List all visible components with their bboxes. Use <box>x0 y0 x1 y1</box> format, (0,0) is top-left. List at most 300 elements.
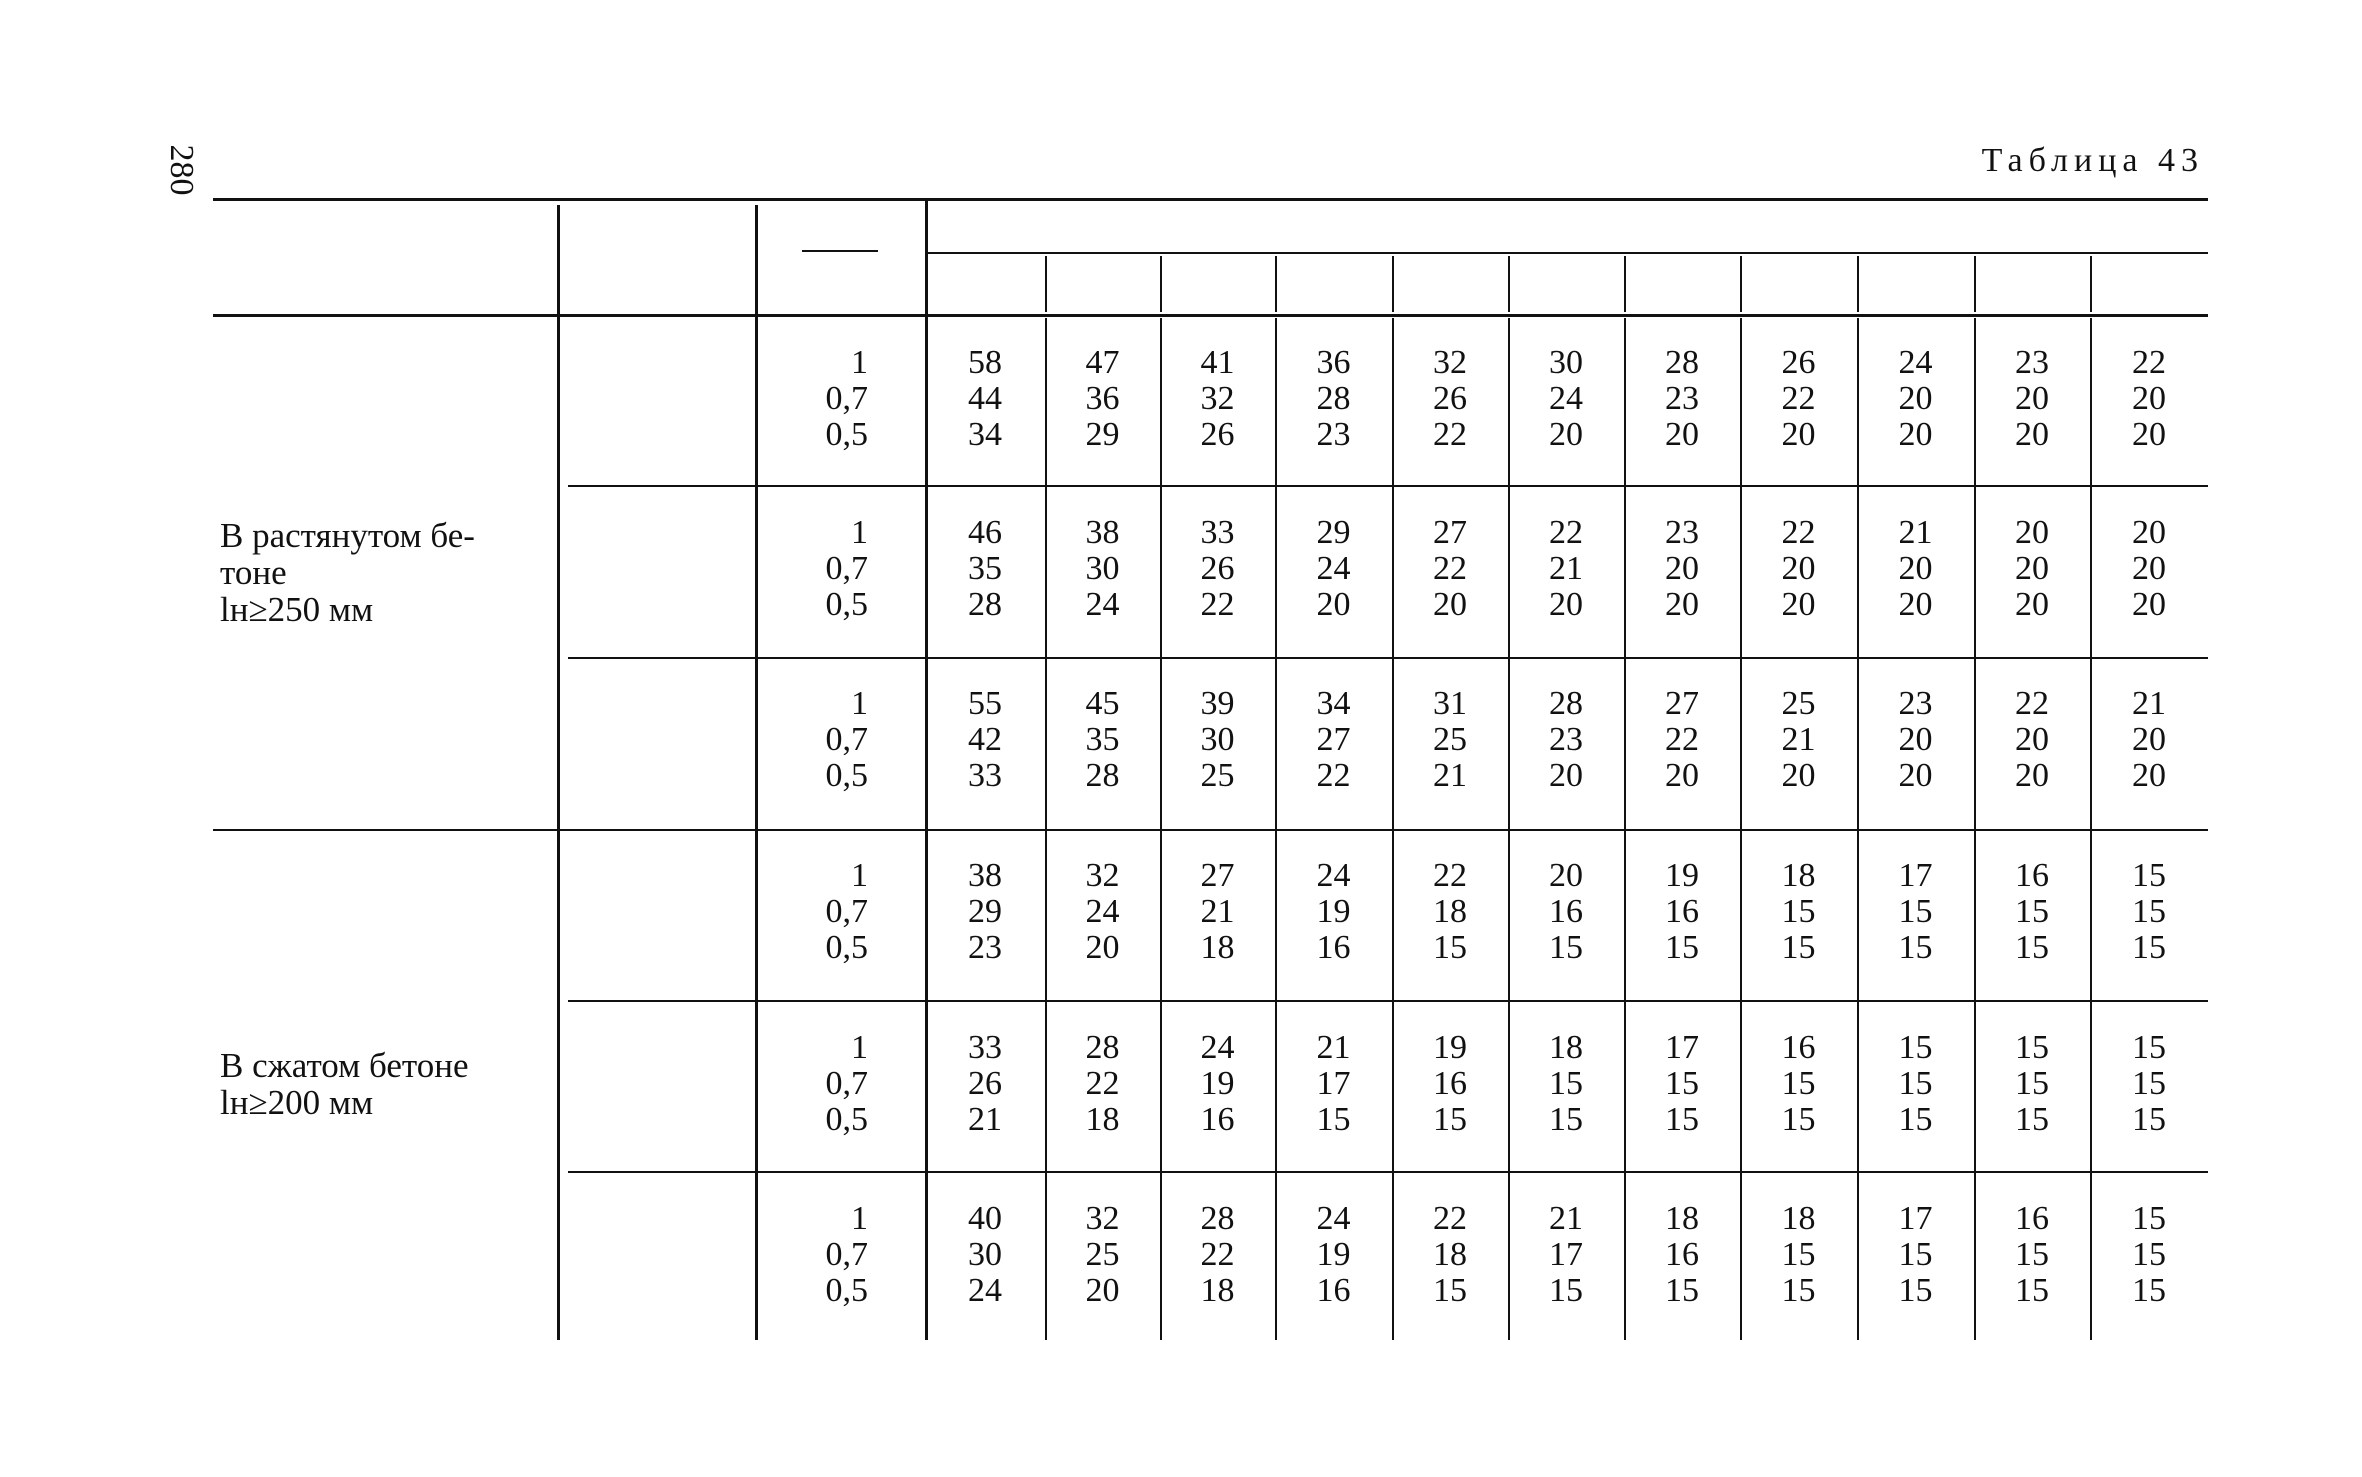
value: 58 <box>968 344 1002 381</box>
value: 36 <box>1085 380 1120 417</box>
value-cell <box>1974 1201 2090 1309</box>
value: 15 <box>1898 1272 1933 1309</box>
value-cell <box>1857 345 1974 453</box>
value: 20 <box>1898 550 1933 587</box>
value-cell <box>1275 686 1392 794</box>
value: 20 <box>1549 416 1583 453</box>
value: 34 <box>968 416 1002 453</box>
condition-cell <box>220 517 545 628</box>
value-cell <box>1740 858 1857 966</box>
value: 15 <box>2015 1065 2049 1102</box>
value: 20 <box>2015 586 2049 623</box>
value: 41 <box>1200 344 1235 381</box>
value-cell <box>1624 1030 1740 1138</box>
value: 20 <box>2015 416 2049 453</box>
value: 35 <box>968 550 1002 587</box>
value: 18 <box>1200 929 1235 966</box>
table-caption: Таблица 43 <box>1981 142 2204 179</box>
value: 15 <box>2132 857 2166 894</box>
value: 19 <box>1316 1236 1351 1273</box>
value: 20 <box>1665 416 1699 453</box>
value: 15 <box>1433 1272 1467 1309</box>
value-cell <box>1857 1201 1974 1309</box>
value: 20 <box>1549 857 1583 894</box>
value: 21 <box>1781 721 1816 758</box>
value: 28 <box>968 586 1002 623</box>
value: 15 <box>1549 1272 1583 1309</box>
value: 16 <box>2015 1200 2049 1237</box>
value: 19 <box>1200 1065 1235 1102</box>
value: 20 <box>1549 757 1583 794</box>
value: 22 <box>1433 550 1467 587</box>
value: 20 <box>1433 586 1467 623</box>
col-rule-grade <box>1740 256 1742 312</box>
ratio-value: 0,7 <box>825 1236 868 1273</box>
value: 47 <box>1085 344 1120 381</box>
value: 18 <box>1433 893 1467 930</box>
value: 20 <box>1898 416 1933 453</box>
value: 46 <box>968 514 1002 551</box>
value: 31 <box>1433 685 1467 722</box>
value: 20 <box>2132 586 2166 623</box>
value: 28 <box>1549 685 1583 722</box>
value: 22 <box>1781 514 1816 551</box>
value: 21 <box>2132 685 2166 722</box>
value: 22 <box>1781 380 1816 417</box>
value-cell <box>1160 1030 1275 1138</box>
value: 20 <box>1665 586 1699 623</box>
value: 38 <box>968 857 1002 894</box>
value: 45 <box>1085 685 1120 722</box>
value: 17 <box>1898 1200 1933 1237</box>
value: 15 <box>1898 1029 1933 1066</box>
value-cell <box>2090 686 2208 794</box>
value: 20 <box>2132 514 2166 551</box>
value-cell <box>1857 515 1974 623</box>
value: 30 <box>1085 550 1120 587</box>
value-cell <box>1392 686 1508 794</box>
value: 20 <box>2015 550 2049 587</box>
value: 20 <box>1781 550 1816 587</box>
ratio-value: 0,5 <box>825 1101 868 1138</box>
value: 20 <box>1898 380 1933 417</box>
value: 29 <box>968 893 1002 930</box>
value-cell <box>1740 1030 1857 1138</box>
value-cell <box>1275 1201 1392 1309</box>
value: 16 <box>2015 857 2049 894</box>
value: 18 <box>1549 1029 1583 1066</box>
col-rule-grade <box>1974 256 1976 312</box>
value: 28 <box>1665 344 1699 381</box>
value: 18 <box>1781 857 1816 894</box>
value: 22 <box>1433 416 1467 453</box>
condition-line: В сжатом бетоне <box>220 1046 469 1085</box>
value: 15 <box>1549 929 1583 966</box>
value-cell <box>1508 1201 1624 1309</box>
value: 24 <box>1549 380 1583 417</box>
value: 15 <box>2015 1272 2049 1309</box>
col-rule-grade <box>2090 318 2092 1340</box>
value: 16 <box>1316 929 1351 966</box>
col-rule-grade <box>1160 318 1162 1340</box>
value-cell <box>1045 345 1160 453</box>
value: 15 <box>1898 1101 1933 1138</box>
value-cell <box>1045 1201 1160 1309</box>
value: 15 <box>1781 1236 1816 1273</box>
value: 29 <box>1316 514 1351 551</box>
value-cell <box>925 1030 1045 1138</box>
value: 22 <box>1433 1200 1467 1237</box>
value-cell <box>1160 858 1275 966</box>
value-cell <box>2090 345 2208 453</box>
value: 15 <box>2132 1200 2166 1237</box>
row-separator <box>568 657 2208 659</box>
condition-line: В растянутом бе- <box>220 516 475 555</box>
value: 26 <box>1433 380 1467 417</box>
value: 23 <box>1665 514 1699 551</box>
value-cell <box>1392 515 1508 623</box>
value: 15 <box>2015 1101 2049 1138</box>
ratio-value: 0,7 <box>825 380 868 417</box>
value-cell <box>1974 1030 2090 1138</box>
col-rule-grade <box>1275 318 1277 1340</box>
value-cell <box>1392 345 1508 453</box>
col-rule-conditions <box>557 205 560 1340</box>
grades-rule <box>925 252 2208 254</box>
value-cell <box>1045 515 1160 623</box>
value: 28 <box>1085 1029 1120 1066</box>
value: 20 <box>2132 721 2166 758</box>
ratio-value: 0,7 <box>825 893 868 930</box>
value: 30 <box>1549 344 1583 381</box>
value: 17 <box>1316 1065 1351 1102</box>
value-cell <box>1508 515 1624 623</box>
col-rule-grade <box>1974 318 1976 1340</box>
value: 25 <box>1085 1236 1120 1273</box>
value: 20 <box>1085 1272 1120 1309</box>
value: 15 <box>2132 1101 2166 1138</box>
value: 15 <box>2015 929 2049 966</box>
value-cell <box>1160 515 1275 623</box>
value: 32 <box>1433 344 1467 381</box>
col-rule-grade <box>1045 318 1047 1340</box>
col-rule-grade <box>1392 256 1394 312</box>
value: 40 <box>968 1200 1002 1237</box>
value: 28 <box>1316 380 1351 417</box>
value: 17 <box>1898 857 1933 894</box>
value: 36 <box>1316 344 1351 381</box>
col-rule-grade <box>1392 318 1394 1340</box>
value-cell <box>1974 686 2090 794</box>
value: 15 <box>1898 1065 1933 1102</box>
value: 21 <box>1316 1029 1351 1066</box>
value: 22 <box>1085 1065 1120 1102</box>
ratio-value: 0,7 <box>825 1065 868 1102</box>
value-cell <box>1275 345 1392 453</box>
value: 15 <box>1898 893 1933 930</box>
page-number: 280 <box>163 144 200 196</box>
value: 18 <box>1200 1272 1235 1309</box>
value: 34 <box>1316 685 1351 722</box>
value: 21 <box>1898 514 1933 551</box>
row-separator <box>568 1171 2208 1173</box>
ratio-value: 0,5 <box>825 416 868 453</box>
col-rule-grade <box>1740 318 1742 1340</box>
value: 20 <box>1316 586 1351 623</box>
value: 33 <box>968 757 1002 794</box>
value: 19 <box>1665 857 1699 894</box>
condition-cell <box>220 1047 545 1121</box>
col-rule-grade <box>1160 256 1162 312</box>
ratio-value: 1 <box>851 344 868 381</box>
value: 20 <box>1549 586 1583 623</box>
value: 32 <box>1085 857 1120 894</box>
value: 26 <box>1200 416 1235 453</box>
value: 24 <box>1316 1200 1351 1237</box>
value-cell <box>1508 1030 1624 1138</box>
value: 25 <box>1433 721 1467 758</box>
value-cell <box>1974 345 2090 453</box>
value: 16 <box>1549 893 1583 930</box>
ratio-cell <box>788 345 868 453</box>
value: 15 <box>1433 1101 1467 1138</box>
value: 20 <box>1898 721 1933 758</box>
value: 25 <box>1781 685 1816 722</box>
value-cell <box>1974 858 2090 966</box>
value: 15 <box>2132 1236 2166 1273</box>
value: 15 <box>2132 929 2166 966</box>
value-cell <box>1275 858 1392 966</box>
col-rule-grade <box>1045 256 1047 312</box>
condition-line: lн≥200 мм <box>220 1083 374 1122</box>
value: 15 <box>2132 1272 2166 1309</box>
value: 33 <box>968 1029 1002 1066</box>
ratio-value: 1 <box>851 1029 868 1066</box>
value: 39 <box>1200 685 1235 722</box>
value: 27 <box>1200 857 1235 894</box>
value: 20 <box>1085 929 1120 966</box>
value: 17 <box>1549 1236 1583 1273</box>
value: 21 <box>1549 550 1583 587</box>
value-cell <box>1160 345 1275 453</box>
value-cell <box>1392 1201 1508 1309</box>
col-rule-grade <box>1508 256 1510 312</box>
value: 23 <box>2015 344 2049 381</box>
value: 18 <box>1433 1236 1467 1273</box>
value: 24 <box>1200 1029 1235 1066</box>
value: 27 <box>1316 721 1351 758</box>
value-cell <box>1624 686 1740 794</box>
value: 29 <box>1085 416 1120 453</box>
value: 44 <box>968 380 1002 417</box>
value: 15 <box>1665 929 1699 966</box>
value: 18 <box>1085 1101 1120 1138</box>
value: 21 <box>968 1101 1002 1138</box>
value-cell <box>2090 858 2208 966</box>
header-bottom-rule <box>213 314 2208 317</box>
ratio-value: 0,7 <box>825 721 868 758</box>
value: 19 <box>1433 1029 1467 1066</box>
value: 16 <box>1316 1272 1351 1309</box>
value: 20 <box>2132 757 2166 794</box>
value-cell <box>925 345 1045 453</box>
value: 23 <box>968 929 1002 966</box>
value: 22 <box>2015 685 2049 722</box>
value-cell <box>1160 1201 1275 1309</box>
ratio-value: 0,7 <box>825 550 868 587</box>
value: 15 <box>1549 1101 1583 1138</box>
value: 15 <box>1898 1236 1933 1273</box>
value: 16 <box>1781 1029 1816 1066</box>
value-cell <box>1624 515 1740 623</box>
value: 15 <box>1665 1065 1699 1102</box>
ratio-cell <box>788 858 868 966</box>
col-rule-grade <box>1857 256 1859 312</box>
value: 24 <box>1898 344 1933 381</box>
value: 26 <box>968 1065 1002 1102</box>
value-cell <box>2090 1201 2208 1309</box>
value: 18 <box>1781 1200 1816 1237</box>
value: 20 <box>1781 586 1816 623</box>
value: 22 <box>1549 514 1583 551</box>
col-rule-grade <box>1624 256 1626 312</box>
value: 20 <box>1665 550 1699 587</box>
value: 22 <box>1665 721 1699 758</box>
ratio-cell <box>788 1201 868 1309</box>
value-cell <box>1857 1030 1974 1138</box>
value: 25 <box>1200 757 1235 794</box>
value: 22 <box>1433 857 1467 894</box>
value: 15 <box>2132 1065 2166 1102</box>
value: 23 <box>1898 685 1933 722</box>
value: 16 <box>1433 1065 1467 1102</box>
value: 17 <box>1665 1029 1699 1066</box>
value: 27 <box>1665 685 1699 722</box>
value: 18 <box>1665 1200 1699 1237</box>
value-cell <box>1275 1030 1392 1138</box>
value: 21 <box>1549 1200 1583 1237</box>
value: 26 <box>1200 550 1235 587</box>
value: 22 <box>1200 586 1235 623</box>
value-cell <box>925 515 1045 623</box>
value: 20 <box>1781 416 1816 453</box>
value-cell <box>1045 686 1160 794</box>
value: 15 <box>1433 929 1467 966</box>
value-cell <box>1508 858 1624 966</box>
ratio-value: 0,5 <box>825 929 868 966</box>
value: 30 <box>1200 721 1235 758</box>
ratio-value: 0,5 <box>825 757 868 794</box>
value-cell <box>1392 1030 1508 1138</box>
col-rule-grade <box>1624 318 1626 1340</box>
value: 28 <box>1200 1200 1235 1237</box>
value: 22 <box>1316 757 1351 794</box>
value-cell <box>1160 686 1275 794</box>
value: 16 <box>1665 893 1699 930</box>
value: 19 <box>1316 893 1351 930</box>
value-cell <box>1740 686 1857 794</box>
value: 15 <box>1665 1272 1699 1309</box>
value: 32 <box>1200 380 1235 417</box>
value: 20 <box>2015 757 2049 794</box>
col-rule-grade <box>2090 256 2092 312</box>
condition-line: тоне <box>220 553 287 592</box>
ratio-value: 1 <box>851 857 868 894</box>
value: 20 <box>2015 380 2049 417</box>
value: 15 <box>1781 893 1816 930</box>
condition-line: lн≥250 мм <box>220 590 374 629</box>
value: 15 <box>1781 1065 1816 1102</box>
value: 20 <box>1898 757 1933 794</box>
value: 38 <box>1085 514 1120 551</box>
value: 15 <box>1665 1101 1699 1138</box>
value: 23 <box>1549 721 1583 758</box>
value-cell <box>1624 345 1740 453</box>
value: 22 <box>2132 344 2166 381</box>
row-separator <box>568 485 2208 487</box>
value-cell <box>2090 515 2208 623</box>
value: 15 <box>1316 1101 1351 1138</box>
value: 35 <box>1085 721 1120 758</box>
value: 23 <box>1665 380 1699 417</box>
top-rule <box>213 198 2208 201</box>
value: 55 <box>968 685 1002 722</box>
value: 21 <box>1433 757 1467 794</box>
group-divider <box>213 829 2208 831</box>
value: 20 <box>1665 757 1699 794</box>
value: 20 <box>2132 550 2166 587</box>
value: 15 <box>1898 929 1933 966</box>
value-cell <box>1740 345 1857 453</box>
value: 15 <box>2132 893 2166 930</box>
value-cell <box>1045 858 1160 966</box>
value-cell <box>1275 515 1392 623</box>
value-cell <box>1508 345 1624 453</box>
value-cell <box>1624 1201 1740 1309</box>
value: 16 <box>1200 1101 1235 1138</box>
value: 20 <box>2015 721 2049 758</box>
value: 15 <box>1781 1101 1816 1138</box>
value: 15 <box>1781 1272 1816 1309</box>
value-cell <box>1045 1030 1160 1138</box>
ratio-cell <box>788 1030 868 1138</box>
value: 20 <box>1898 586 1933 623</box>
value-cell <box>2090 1030 2208 1138</box>
value-cell <box>1974 515 2090 623</box>
value: 20 <box>2015 514 2049 551</box>
value: 24 <box>968 1272 1002 1309</box>
value-cell <box>1508 686 1624 794</box>
value: 15 <box>2015 893 2049 930</box>
value: 22 <box>1200 1236 1235 1273</box>
value-cell <box>925 858 1045 966</box>
value: 27 <box>1433 514 1467 551</box>
value-cell <box>925 686 1045 794</box>
col-rule-grade <box>1857 318 1859 1340</box>
value: 15 <box>1781 929 1816 966</box>
value: 33 <box>1200 514 1235 551</box>
value-cell <box>925 1201 1045 1309</box>
value: 20 <box>1781 757 1816 794</box>
value: 15 <box>2015 1029 2049 1066</box>
value: 28 <box>1085 757 1120 794</box>
value: 15 <box>2015 1236 2049 1273</box>
col-rule-class <box>755 205 758 1340</box>
value-cell <box>1624 858 1740 966</box>
value-cell <box>1392 858 1508 966</box>
value: 30 <box>968 1236 1002 1273</box>
value: 24 <box>1085 893 1120 930</box>
